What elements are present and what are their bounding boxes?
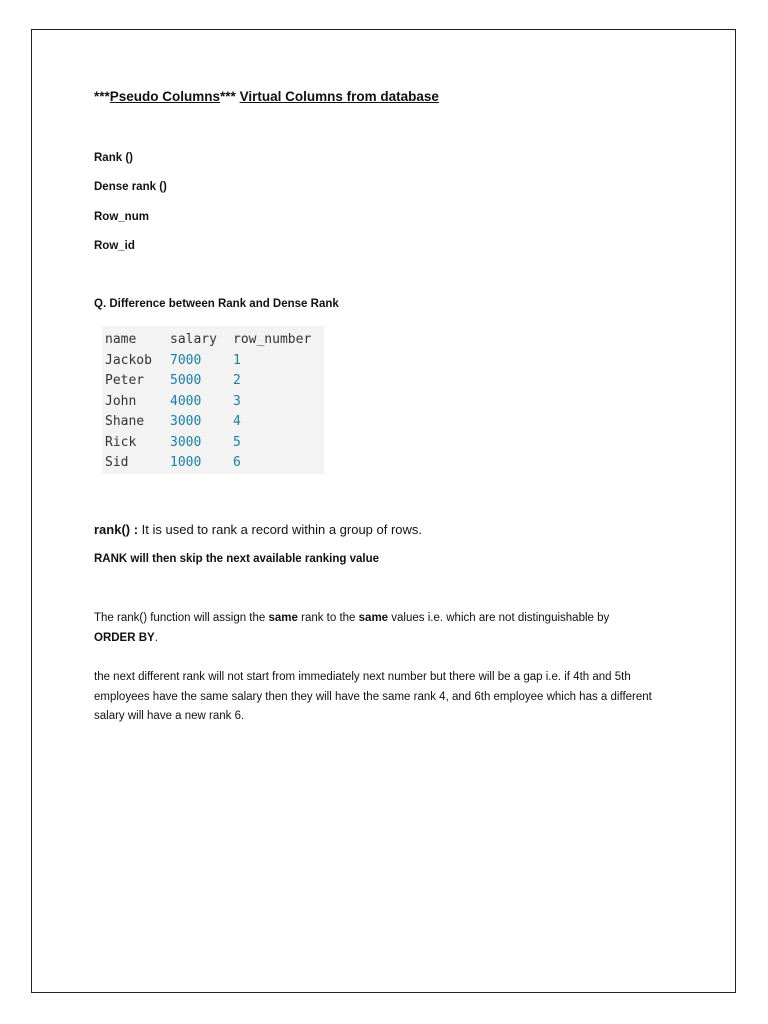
table-row	[105, 412, 311, 433]
cell-salary: 1000	[170, 455, 202, 470]
cell-row-number: 1	[233, 352, 241, 368]
rank-definition	[94, 520, 679, 540]
rank-definition-text: It is used to rank a record within a group of rows.	[138, 522, 423, 537]
function-item: Row_id	[94, 240, 135, 252]
question-heading: Q. Difference between Rank and Dense Rank	[94, 298, 339, 310]
cell-salary: 5000	[170, 373, 202, 388]
title-virtual-columns: Virtual Columns from database	[239, 89, 439, 104]
result-table	[105, 330, 311, 474]
table-header-row	[105, 330, 311, 351]
table-row	[105, 351, 311, 372]
cell-name: John	[105, 393, 137, 409]
title-prefix: ***	[94, 89, 110, 104]
title-suffix: ***	[220, 89, 236, 104]
title-pseudo-columns: Pseudo Columns	[109, 89, 221, 104]
cell-salary: 3000	[170, 434, 202, 450]
text-run: .	[154, 631, 158, 644]
document-page	[31, 29, 736, 993]
cell-salary: 4000	[170, 393, 202, 409]
code-table-block	[102, 326, 324, 474]
cell-name: Rick	[105, 434, 137, 450]
function-item: Rank ()	[94, 152, 133, 164]
function-item: Row_num	[94, 211, 149, 223]
cell-name: Shane	[105, 414, 145, 429]
cell-row-number: 5	[233, 434, 241, 450]
table-row	[105, 453, 311, 474]
cell-salary: 7000	[170, 352, 202, 368]
bold-run: same	[358, 612, 389, 624]
rank-term: rank() :	[94, 522, 139, 537]
text-run: values i.e. which are not distinguishable by	[388, 612, 610, 624]
table-row	[105, 392, 311, 413]
paragraph-same-rank	[94, 609, 679, 648]
column-header: row_number	[233, 332, 312, 347]
cell-name: Jackob	[105, 352, 152, 368]
table-row	[105, 433, 311, 454]
text-run: rank to the	[297, 612, 359, 624]
cell-row-number: 2	[233, 373, 241, 388]
cell-name: Peter	[105, 373, 145, 388]
cell-row-number: 3	[233, 393, 241, 409]
text-run: The rank() function will assign the	[94, 612, 269, 624]
function-item: Dense rank ()	[94, 181, 167, 193]
table-row	[105, 371, 311, 392]
bold-run: same	[268, 612, 298, 624]
cell-row-number: 6	[233, 455, 241, 470]
paragraph-gap: the next different rank will not start from immediately next number but there will be a gap i.e. if 4th and 5th employees have the same salary then they will have the same rank 4, and 6th employee which has a different salary will have a new rank 6.	[94, 671, 652, 722]
cell-row-number: 4	[233, 414, 241, 429]
column-header: name	[105, 332, 137, 347]
column-header: salary	[170, 332, 217, 347]
cell-salary: 3000	[170, 414, 202, 429]
cell-name: Sid	[105, 455, 129, 470]
bold-run: ORDER BY	[94, 631, 155, 644]
page-title	[94, 89, 439, 104]
rank-skip-note: RANK will then skip the next available ranking value	[94, 553, 380, 565]
